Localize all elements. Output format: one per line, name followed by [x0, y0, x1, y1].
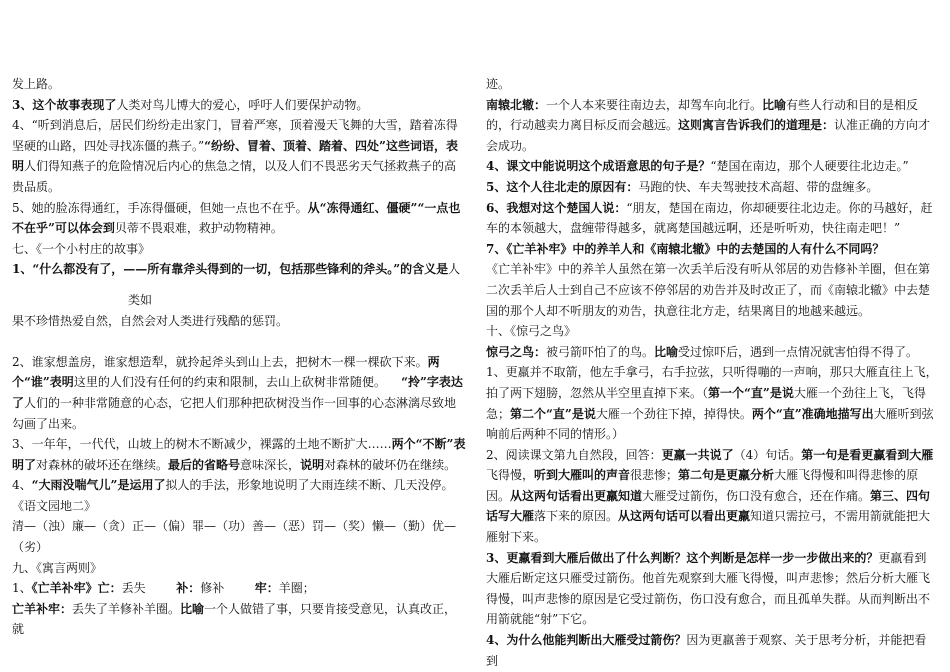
- fable-definition-wangyang: 亡羊补牢：丢失了羊修补羊圈。比喻一个人做错了事，只要肯接受意见，认真改正，就: [12, 601, 457, 637]
- village-item-1: 1、“什么都没有了，——所有靠斧头得到的一切，包括那些锋利的斧头。”的含义是人: [12, 262, 461, 277]
- left-line-1: 发上路。: [12, 77, 61, 91]
- antonym-pairs: 清—（浊）廉—（贪）正—（偏）罪—（功）善—（恶）罚—（奖）懒—（勤）优—（劣）: [12, 519, 457, 555]
- fable-item-4: 4、课文中能说明这个成语意思的句子是？“楚国在南边，那个人硬要往北边走。”: [486, 159, 909, 174]
- fable-item-7: 7、《亡羊补牢》中的养羊人和《南辕北辙》中的去楚国的人有什么不同吗？: [486, 241, 885, 256]
- bird-item-2: 2、阅读课文第九自然段，回答：更羸一共说了（4）句话。第一句是看更赢看到大雁飞得慢，听到大雁叫的声音很悲惨；第二句是更羸分析大雁飞得慢和叫得悲惨的原因。从这两句话看出更羸知道大雁受过箭伤，伤口没有愈合，还在作痛。第三、四句话写大雁落下来的原因。从这两句话可以看出更羸知道只需拉弓，不需用箭就能把大雁射下来。: [486, 447, 934, 545]
- fable-item-6: 6、我想对这个楚国人说：“朋友，楚国在南边，你却硬要往北边走。你的马越好，赶车的本领越大，盘缠带得越多，就离楚国越远啊，还是听听劝，快往南走吧！”: [486, 200, 933, 236]
- village-item-3: 3、一年年，一代代，山坡上的树木不断减少，裸露的土地不断扩大……两个“不断”表明了对森林的破坏还在继续。最后的省略号意味深长，说明对森林的破坏仍在继续。: [12, 437, 466, 472]
- section-heading-fables: 九、《寓言两则》: [12, 560, 103, 575]
- fable-item-7-answer: 《亡羊补牢》中的养羊人虽然在第一次丢羊后没有听从邻居的劝告修补羊圈，但在第二次丢羊后人士到自己不应该不停邻居的劝告并及时改正了，而《南辕北辙》中去楚国的那个人却不听朋友的劝告，执意往北方走，结果离目的地越来越远。: [486, 262, 931, 318]
- bird-item-4: 4、为什么他能判断出大雁受过箭伤？因为更羸善于观察、关于思考分析，并能把看到: [486, 633, 927, 668]
- section-heading-bird: 十、《惊弓之鸟》: [486, 324, 577, 339]
- village-item-2: 2、谁家想盖房，谁家想造犁，就拎起斧头到山上去，把树木一棵一棵砍下来。两个“谁”表明这里的人们没有任何的约束和限制，去山上砍树非常随便。 “拎”字表达了人们的一种非常随意的心态，它把人们那种把砍树没当作一回事的心态淋漓尽致地勾画了出来。: [12, 354, 463, 431]
- village-item-1-cont: 类如: [128, 292, 153, 307]
- bird-definition: 惊弓之鸟：被弓箭吓怕了的鸟。比喻受过惊吓后，遇到一点情况就害怕得不得了。: [486, 344, 919, 359]
- village-item-1-cont2: 果不珍惜热爱自然，自然会对人类进行残酷的惩罚。: [12, 313, 289, 328]
- section-heading-village: 七、《一个小村庄的故事》: [12, 241, 151, 256]
- right-column: [486, 74, 938, 671]
- left-item-4: 4、“听到消息后，居民们纷纷走出家门，冒着严寒，顶着漫天飞舞的大雪，踏着冻得坚硬的山路，四处寻找冻僵的燕子。”“纷纷、冒着、顶着、踏着、四处”这些词语，表明人们得知燕子的危险情况后内心的焦急之情，以及人们不畏恶劣天气拯救燕子的高贵品质。: [12, 118, 458, 194]
- fable-item-5: 5、这个人往北走的原因有：马跑的快、车夫驾驶技术高超、带的盘缠多。: [486, 179, 879, 194]
- bird-item-1: 1、更羸并不取箭，他左手拿弓，右手拉弦，只听得嘣的一声响，那只大雁直往上飞，拍了两下翅膀，忽然从半空里直掉下来。（第一个“直”是说大雁一个劲往上飞，飞得急；第二个“直”是说大雁一个劲往下掉，掉得快。两个“直”准确地描写出大雁听到弦响前后两种不同的情形。）: [486, 365, 938, 442]
- bird-item-3: 3、更羸看到大雁后做出了什么判断？这个判断是怎样一步一步做出来的？更羸看到大雁后断定这只雁受过箭伤。他首先观察到大雁飞得慢，叫声悲惨；然后分析大雁飞得慢，叫声悲惨的原因是它受过箭伤，伤口没有愈合，而且孤单失群。从而判断出不用箭就能“射”下它。: [486, 550, 931, 627]
- fable-definition-nanyuan: 南辕北辙：一个人本来要往南边去，却驾车向北行。比喻有些人行动和目的是相反的，行动越卖力离目标反而会越远。这则寓言告诉我们的道理是：认准正确的方向才会成功。: [486, 97, 931, 153]
- left-item-5: 5、她的脸冻得通红，手冻得僵硬，但她一点也不在乎。从“冻得通红、僵硬”“一点也不在乎”可以体会到贝蒂不畏艰难，救护动物精神。: [12, 200, 461, 236]
- village-item-4: 4、“大雨没喘气儿”是运用了拟人的手法，形象地说明了大雨连续不断、几天没停。: [12, 478, 454, 493]
- section-heading-garden: 《语文园地二》: [12, 498, 97, 513]
- right-line-1: 迹。: [486, 77, 511, 91]
- left-item-3: 3、这个故事表现了人类对鸟儿博大的爱心，呼吁人们要保护动物。: [12, 97, 369, 112]
- left-column: [12, 74, 466, 640]
- fable-item-1: 1、《亡羊补牢》亡：丢失 补：修补 牢：羊圈；: [12, 581, 315, 596]
